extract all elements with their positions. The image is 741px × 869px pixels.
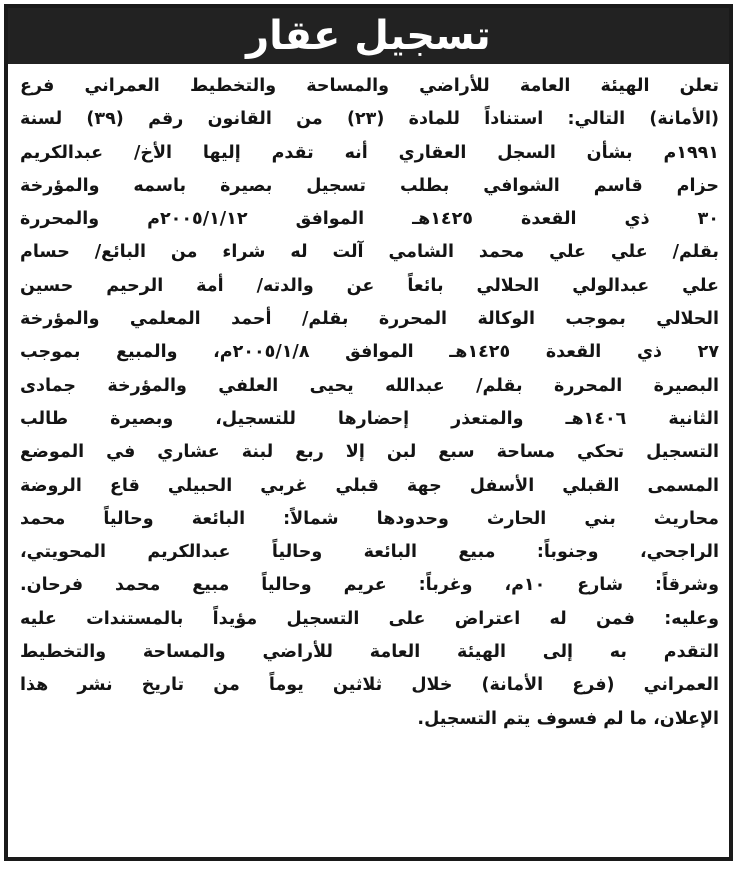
notice-line: العمراني (فرع الأمانة) خلال ثلاثين يوماً من تاريخ نشر هذا [20,675,719,696]
notice-line: تعلن الهيئة العامة للأراضي والمساحة والتخطيط العمراني فرع [20,76,719,96]
notice-line: بقلم/ علي علي محمد الشامي آلت له شراء من البائع/ حسام [20,242,719,263]
notice-line: ١٩٩١م بشأن السجل العقاري أنه تقدم إليها الأخ/ عبدالكريم [20,142,719,163]
notice-title-bar [8,8,729,64]
notice-line: وعليه: فمن له اعتراض على التسجيل مؤيداً بالمستندات عليه [20,608,719,629]
notice-line: الحلالي بموجب الوكالة المحررة بقلم/ أحمد المعلمي والمؤرخة [20,309,719,330]
notice-frame [4,4,733,861]
notice-line: الراجحي، وجنوباً: مبيع البائعة وحالياً عبدالكريم المحويتي، [20,542,719,563]
notice-line: علي عبدالولي الحلالي بائعاً عن والدته/ أمة الرحيم حسين [20,275,719,296]
notice-line: المسمى القبلي الأسفل جهة قبلي غربي الحبيلي قاع الروضة [20,475,719,496]
notice-line: التسجيل تحكي مساحة سبع لبن إلا ربع لبنة عشاري في الموضع [20,442,719,463]
notice-line: الإعلان، ما لم فسوف يتم التسجيل. [417,708,719,729]
notice-line: ٢٧ ذي القعدة ١٤٢٥هـ الموافق ٢٠٠٥/١/٨م، والمبيع بموجب [20,342,719,363]
notice-line: التقدم به إلى الهيئة العامة للأراضي والمساحة والتخطيط [20,642,719,663]
notice-body [20,70,719,849]
notice-line: حزام قاسم الشوافي بطلب تسجيل بصيرة باسمه والمؤرخة [20,175,719,196]
notice-line: الثانية ١٤٠٦هـ والمتعذر إحضارها للتسجيل، وبصيرة طالب [20,408,719,429]
notice-line: (الأمانة) التالي: استناداً للمادة (٢٣) من القانون رقم (٣٩) لسنة [20,109,719,130]
notice-line: محاريث بني الحارث وحدودها شمالاً: البائعة وحالياً محمد [20,508,719,529]
notice-title: تسجيل عقار [246,13,491,59]
notice-line: ٣٠ ذي القعدة ١٤٢٥هـ الموافق ٢٠٠٥/١/١٢م والمحررة [20,209,719,230]
notice-line: وشرقاً: شارع ١٠م، وغرباً: عريم وحالياً مبيع محمد فرحان. [20,575,719,596]
notice-line: البصيرة المحررة بقلم/ عبدالله يحيى العلفي والمؤرخة جمادى [20,375,719,396]
